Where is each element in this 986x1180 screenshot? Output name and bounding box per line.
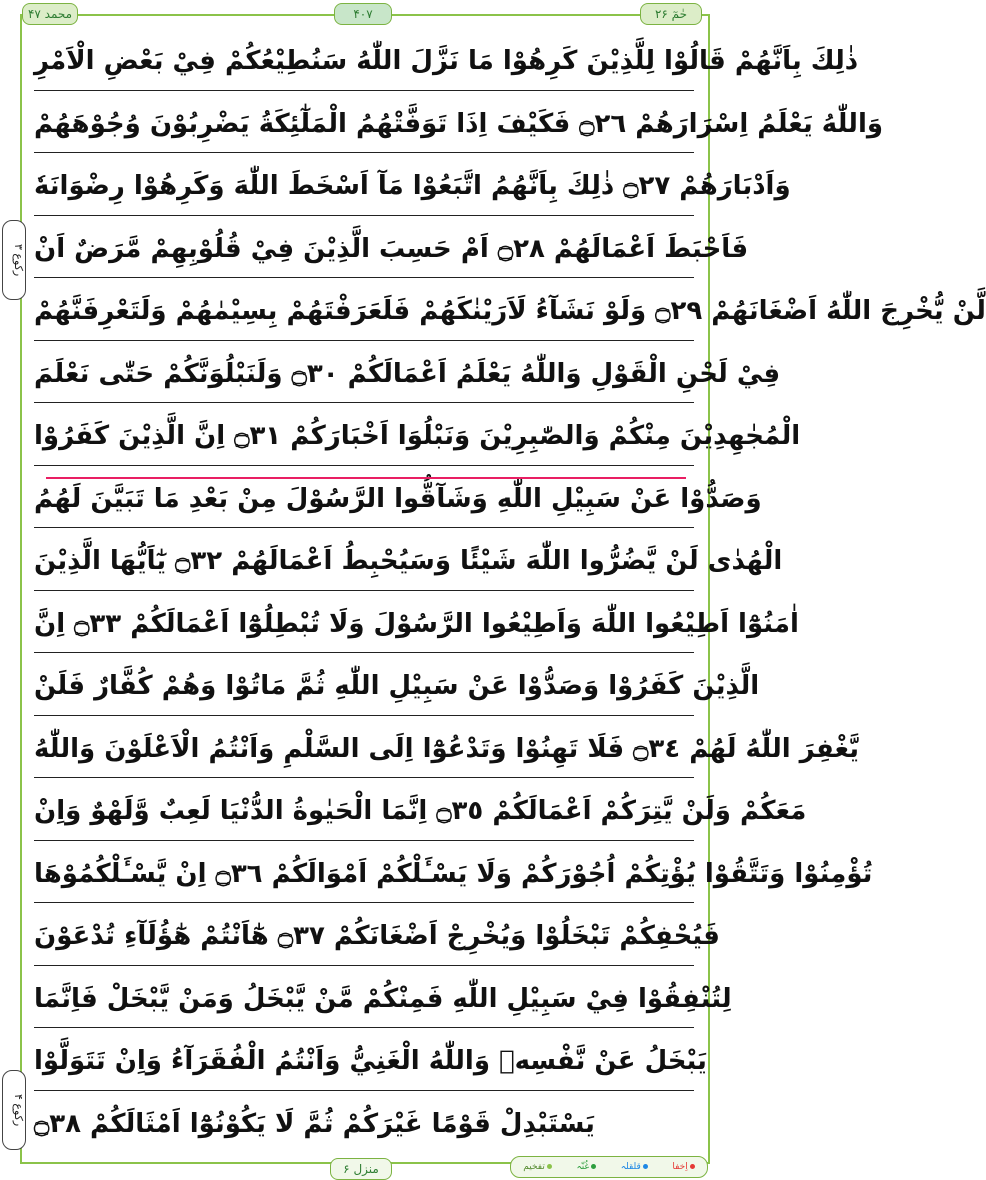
manzil-label: منزل ۶	[330, 1158, 392, 1180]
qalqala-color-dot	[643, 1164, 648, 1169]
text-line: يَّغْفِرَ اللّٰهُ لَهُمْ ۝٣٤ فَلَا تَهِنُوْا وَتَدْعُوْٓا اِلَى السَّلْمِ وَاَنْتُمُ الْاَعْلَوْنَ وَاللّٰهُ	[34, 733, 859, 764]
text-line: وَاللّٰهُ يَعْلَمُ اِسْرَارَهُمْ ۝٢٦ فَكَيْفَ اِذَا تَوَفَّتْهُمُ الْمَلٰٓئِكَةُ يَضْرِبُوْنَ وُجُوْهَهُمْ	[34, 108, 884, 139]
text-line: يَسْتَبْدِلْ قَوْمًا غَيْرَكُمْ ثُمَّ لَا يَكُوْنُوْٓا اَمْثَالَكُمْ ۝٣٨	[34, 1108, 595, 1139]
text-line: الْهُدٰى لَنْ يَّضُرُّوا اللّٰهَ شَيْئًا وَسَيُحْبِطُ اَعْمَالَهُمْ ۝٣٢ يٰٓاَيُّهَا الَّذِيْنَ	[34, 546, 783, 576]
text-line: الَّذِيْنَ كَفَرُوْا وَصَدُّوْا عَنْ سَبِيْلِ اللّٰهِ ثُمَّ مَاتُوْا وَهُمْ كُفَّارٌ فَلَنْ	[34, 671, 760, 701]
text-line: تُؤْمِنُوْا وَتَتَّقُوْا يُؤْتِكُمْ اُجُوْرَكُمْ وَلَا يَسْـَٔلْكُمْ اَمْوَالَكُمْ ۝٣٦ اِنْ يَّسْـَٔلْكُمُوْهَا	[34, 858, 873, 889]
section-divider	[46, 477, 686, 479]
juz-name-label: حٰمٓ ۲۶	[640, 3, 702, 25]
text-line: وَصَدُّوْا عَنْ سَبِيْلِ اللّٰهِ وَشَآقُّوا الرَّسُوْلَ مِنْ بَعْدِ مَا تَبَيَّنَ لَهُمُ	[34, 483, 762, 514]
text-line: الْمُجٰهِدِيْنَ مِنْكُمْ وَالصّٰبِرِيْنَ وَنَبْلُوَا اَخْبَارَكُمْ ۝٣١ اِنَّ الَّذِيْنَ كَفَرُوْا	[34, 421, 801, 451]
text-line: فِيْ لَحْنِ الْقَوْلِ وَاللّٰهُ يَعْلَمُ اَعْمَالَكُمْ ۝٣٠ وَلَنَبْلُوَنَّكُمْ حَتّٰى نَعْلَمَ	[34, 358, 781, 389]
legend-item-ikhfa: اِخفا	[672, 1162, 694, 1172]
ruku-marker-bottom: رکوع ۴	[2, 1070, 26, 1150]
legend-item-tafkheem: تفخیم	[523, 1162, 552, 1172]
ikhfa-color-dot	[690, 1164, 695, 1169]
text-line: اٰمَنُوْٓا اَطِيْعُوا اللّٰهَ وَاَطِيْعُوا الرَّسُوْلَ وَلَا تُبْطِلُوْٓا اَعْمَالَكُمْ ۝٣٣ اِنَّ	[34, 608, 799, 639]
legend-item-ghunna: غُنّہ	[576, 1162, 596, 1172]
tafkheem-color-dot	[547, 1164, 552, 1169]
text-line: ذٰلِكَ بِاَنَّهُمْ قَالُوْا لِلَّذِيْنَ كَرِهُوْا مَا نَزَّلَ اللّٰهُ سَنُطِيْعُكُمْ فِيْ بَعْضِ الْاَمْرِ	[34, 46, 859, 76]
text-line: لِتُنْفِقُوْا فِيْ سَبِيْلِ اللّٰهِ فَمِنْكُمْ مَّنْ يَّبْخَلُ وَمَنْ يَّبْخَلْ فَاِنَّمَا	[34, 983, 732, 1014]
text-line: فَاَحْبَطَ اَعْمَالَهُمْ ۝٢٨ اَمْ حَسِبَ الَّذِيْنَ فِيْ قُلُوْبِهِمْ مَّرَضٌ اَنْ	[34, 233, 749, 264]
ghunna-color-dot	[591, 1164, 596, 1169]
text-line: فَيُحْفِكُمْ تَبْخَلُوْا وَيُخْرِجْ اَضْغَانَكُمْ ۝٣٧ هٰٓاَنْتُمْ هٰٓؤُلَآءِ تُدْعَوْنَ	[34, 921, 720, 951]
page-number: ۴۰۷	[334, 3, 392, 25]
ruku-marker-top: رکوع ۳	[2, 220, 26, 300]
text-line: وَاَدْبَارَهُمْ ۝٢٧ ذٰلِكَ بِاَنَّهُمُ اتَّبَعُوْا مَآ اَسْخَطَ اللّٰهَ وَكَرِهُوْا رِضْوَانَهٗ	[34, 171, 791, 201]
tajweed-legend	[510, 1156, 708, 1178]
surah-name-label: محمد ۴۷	[22, 3, 78, 25]
text-line: مَعَكُمْ وَلَنْ يَّتِرَكُمْ اَعْمَالَكُمْ ۝٣٥ اِنَّمَا الْحَيٰوةُ الدُّنْيَا لَعِبٌ وَّلَهْوٌ وَاِنْ	[34, 796, 807, 826]
legend-item-qalqala: قلقلہ	[621, 1162, 648, 1172]
text-line: لَّنْ يُّخْرِجَ اللّٰهُ اَضْغَانَهُمْ ۝٢٩ وَلَوْ نَشَآءُ لَاَرَيْنٰكَهُمْ فَلَعَرَفْتَهُمْ بِسِيْمٰهُمْ وَلَتَعْرِفَنَّهُمْ	[34, 296, 986, 326]
text-line: يَبْخَلُ عَنْ نَّفْسِهٖ وَاللّٰهُ الْغَنِيُّ وَاَنْتُمُ الْفُقَرَآءُ وَاِنْ تَتَوَلَّوْا	[34, 1046, 707, 1076]
